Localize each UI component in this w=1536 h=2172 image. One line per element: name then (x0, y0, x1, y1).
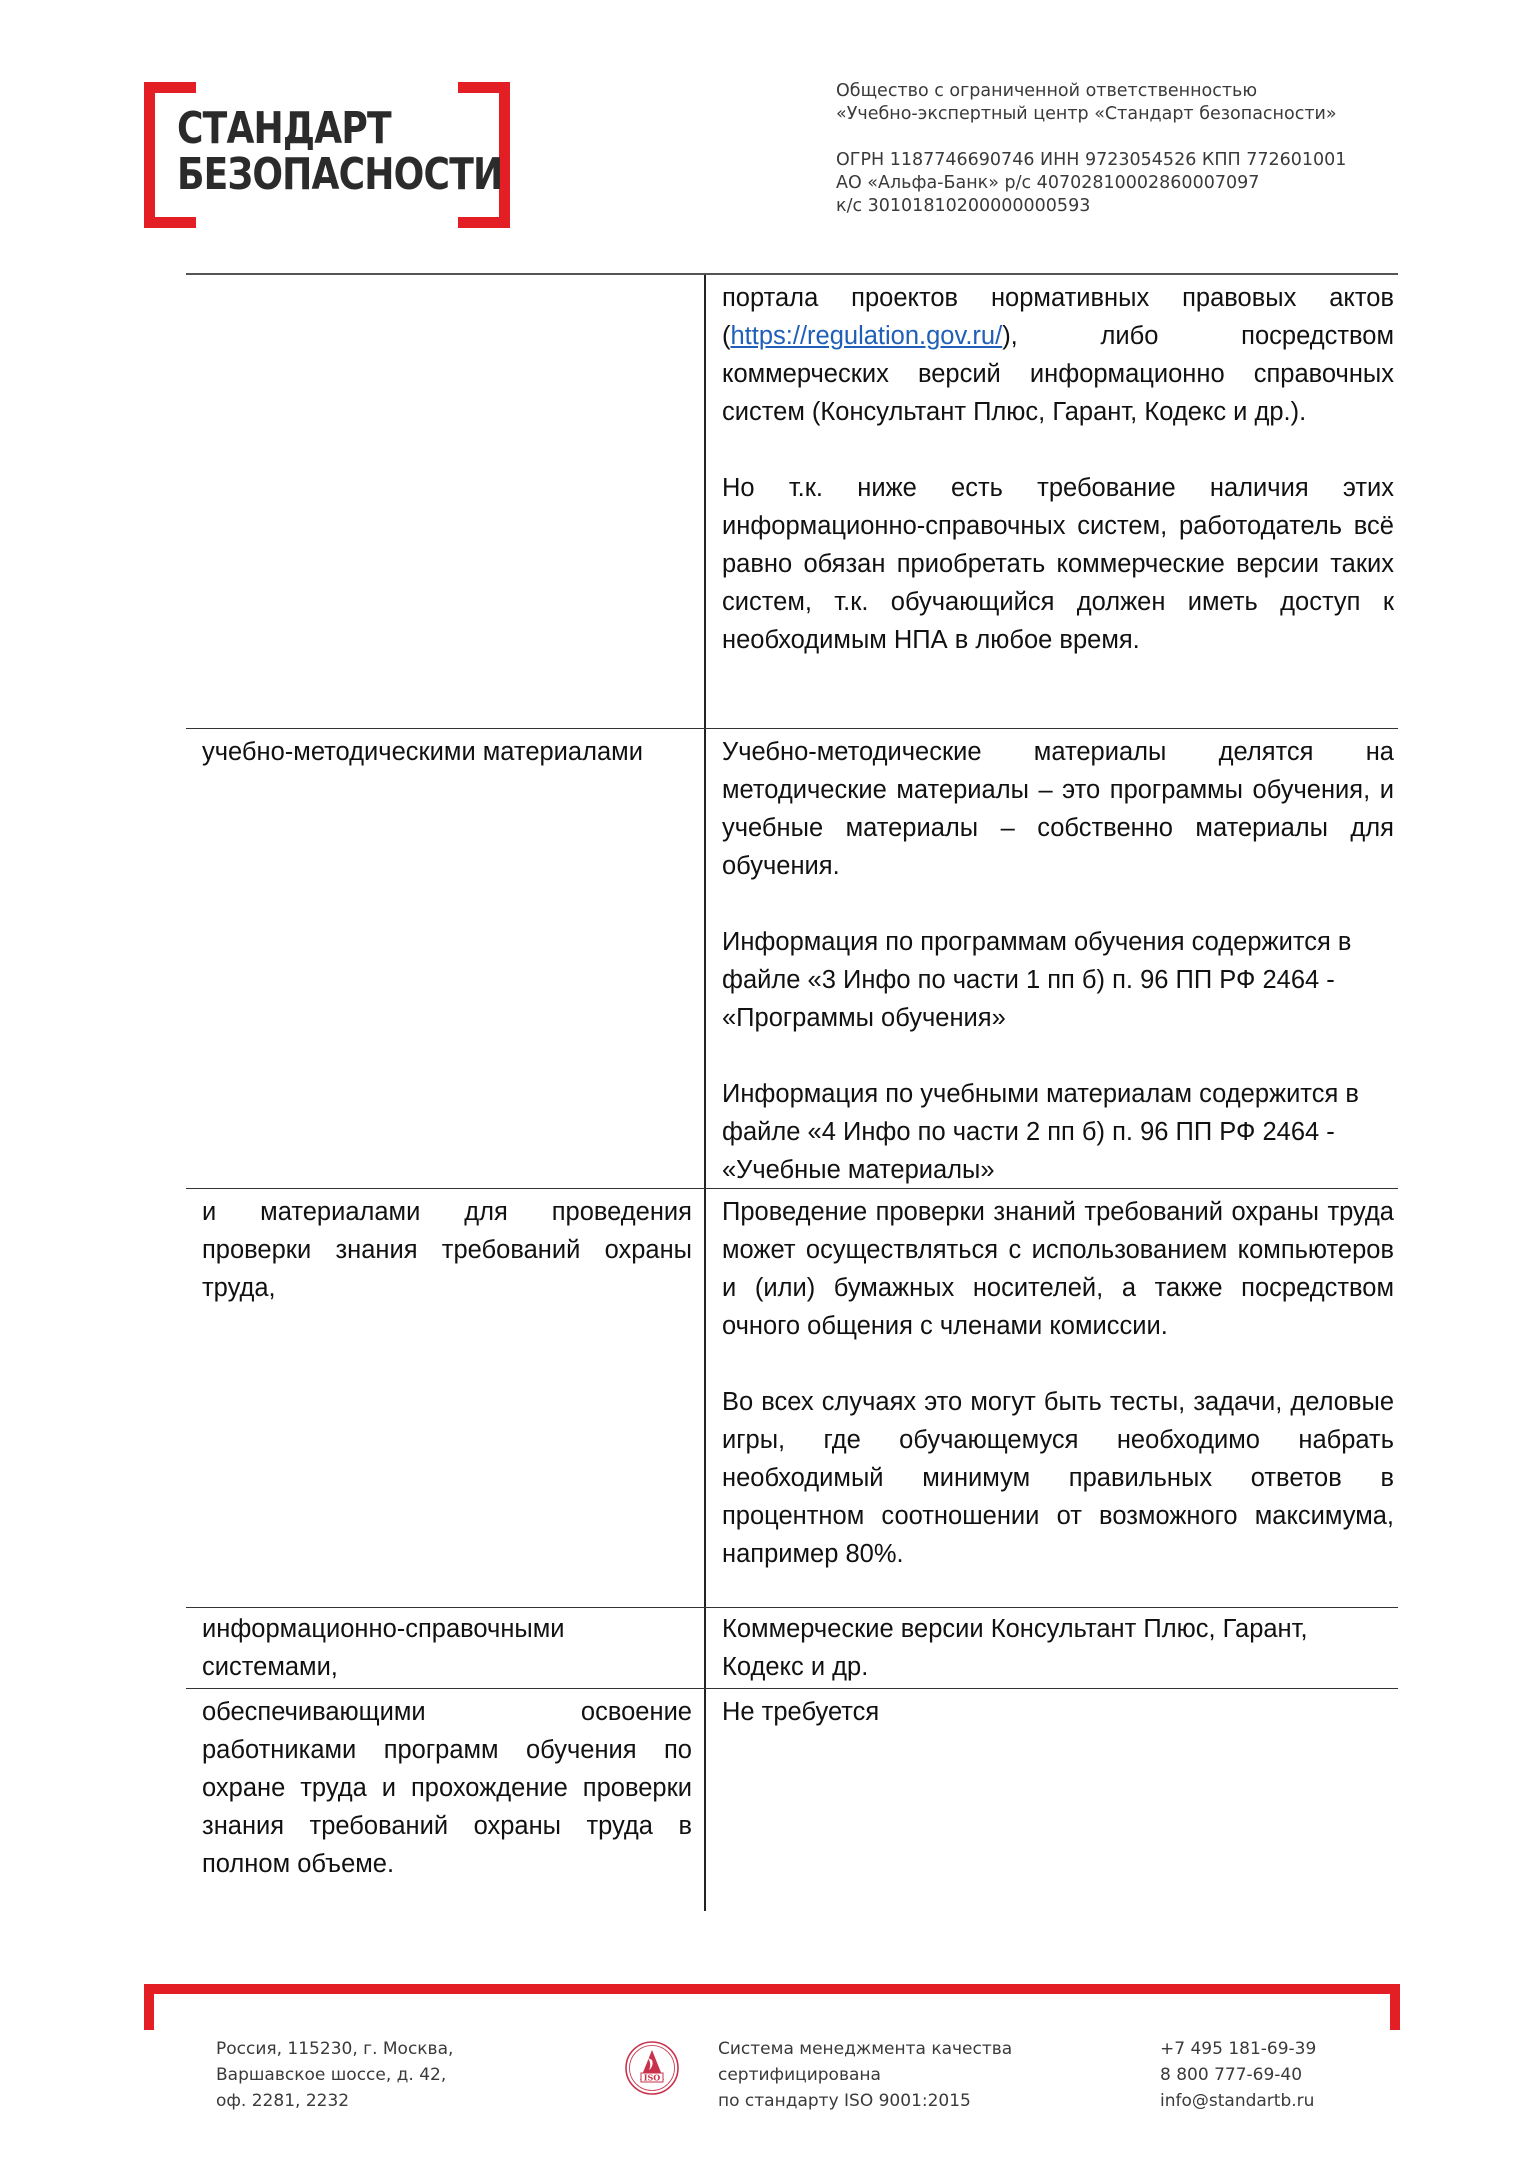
table-cell-comment: Коммерческие версии Консультант Плюс, Гарант, Кодекс и др. (722, 1615, 1308, 1681)
company-correspondent-account: к/с 30101810200000000593 (836, 196, 1091, 216)
table-cell-requirement: информационно-справочными системами, (202, 1615, 565, 1681)
table-row (186, 1189, 1398, 1608)
table-cell-comment: Учебно-методические материалы делятся на методические материалы – это программы обучения, и учебные материалы – собственно материалы для обучения. Информация по программам обучения содержится в файле «3 Инфо по части 1 пп б) п. 96 ПП РФ 2464 - «Программы обучения» Информация по учебными материалам содержится в файле «4 Инфо по части 2 пп б) п. 96 ПП РФ 2464 - «Учебные материалы» (722, 738, 1394, 1184)
company-bank-account: АО «Альфа-Банк» р/с 40702810002860007097 (836, 173, 1260, 193)
logo-line-2: БЕЗОПАСНОСТИ (177, 149, 503, 200)
footer-bracket (144, 1984, 1400, 2030)
footer-certification: Система менеджмента качества сертифицирована по стандарту ISO 9001:2015 (718, 2039, 1013, 2111)
footer-email[interactable]: info@standartb.ru (1160, 2091, 1315, 2111)
table-row (186, 1689, 1398, 1911)
logo-line-1: СТАНДАРТ (177, 103, 391, 154)
table-row (186, 1608, 1398, 1689)
footer-contacts (1160, 2036, 1316, 2114)
table-cell-comment: портала проектов нормативных правовых актов (https://regulation.gov.ru/), либо посредством коммерческих версий информационно справочных систем (Консультант Плюс, Гарант, Кодекс и др.). Но т.к. ниже есть требование наличия этих информационно-справочных систем, работодатель всё равно обязан приобретать коммерческие версии таких систем, т.к. обучающийся должен иметь доступ к необходимым НПА в любое время. (722, 284, 1394, 654)
footer-address: Россия, 115230, г. Москва, Варшавское шоссе, д. 42, оф. 2281, 2232 (216, 2039, 454, 2111)
company-legal-form: Общество с ограниченной ответственностью (836, 81, 1258, 101)
iso-certification-seal-icon (624, 2040, 680, 2096)
company-name: «Учебно-экспертный центр «Стандарт безопасности» (836, 104, 1337, 124)
company-details (836, 80, 1346, 218)
footer-phone-1[interactable]: +7 495 181-69-39 (1160, 2039, 1317, 2059)
logo-text (177, 103, 503, 200)
table-cell-comment: Проведение проверки знаний требований охраны труда может осуществляться с использованием компьютеров и (или) бумажных носителей, а также посредством очного общения с членами комиссии. Во всех случаях это могут быть тесты, задачи, деловые игры, где обучающемуся необходимо набрать необходимый минимум правильных ответов в процентном соотношении от возможного максимума, например 80%. (722, 1198, 1394, 1568)
footer-phone-2[interactable]: 8 800 777-69-40 (1160, 2065, 1303, 2085)
table-cell-requirement: учебно-методическими материалами (202, 738, 643, 766)
table-cell-requirement: обеспечивающими освоение работниками программ обучения по охране труда и прохождение проверки знания требований охраны труда в полном объеме. (202, 1698, 692, 1878)
table-cell-comment: Не требуется (722, 1698, 880, 1726)
table-row (186, 275, 1398, 729)
table-cell-requirement: и материалами для проведения проверки знания требований охраны труда, (202, 1198, 692, 1302)
table-row (186, 729, 1398, 1189)
regulation-portal-link[interactable]: https://regulation.gov.ru/ (730, 322, 1003, 350)
company-registration: ОГРН 1187746690746 ИНН 9723054526 КПП 772601001 (836, 150, 1347, 170)
company-logo (144, 82, 510, 228)
iso-badge-text: ISO (643, 2072, 661, 2083)
